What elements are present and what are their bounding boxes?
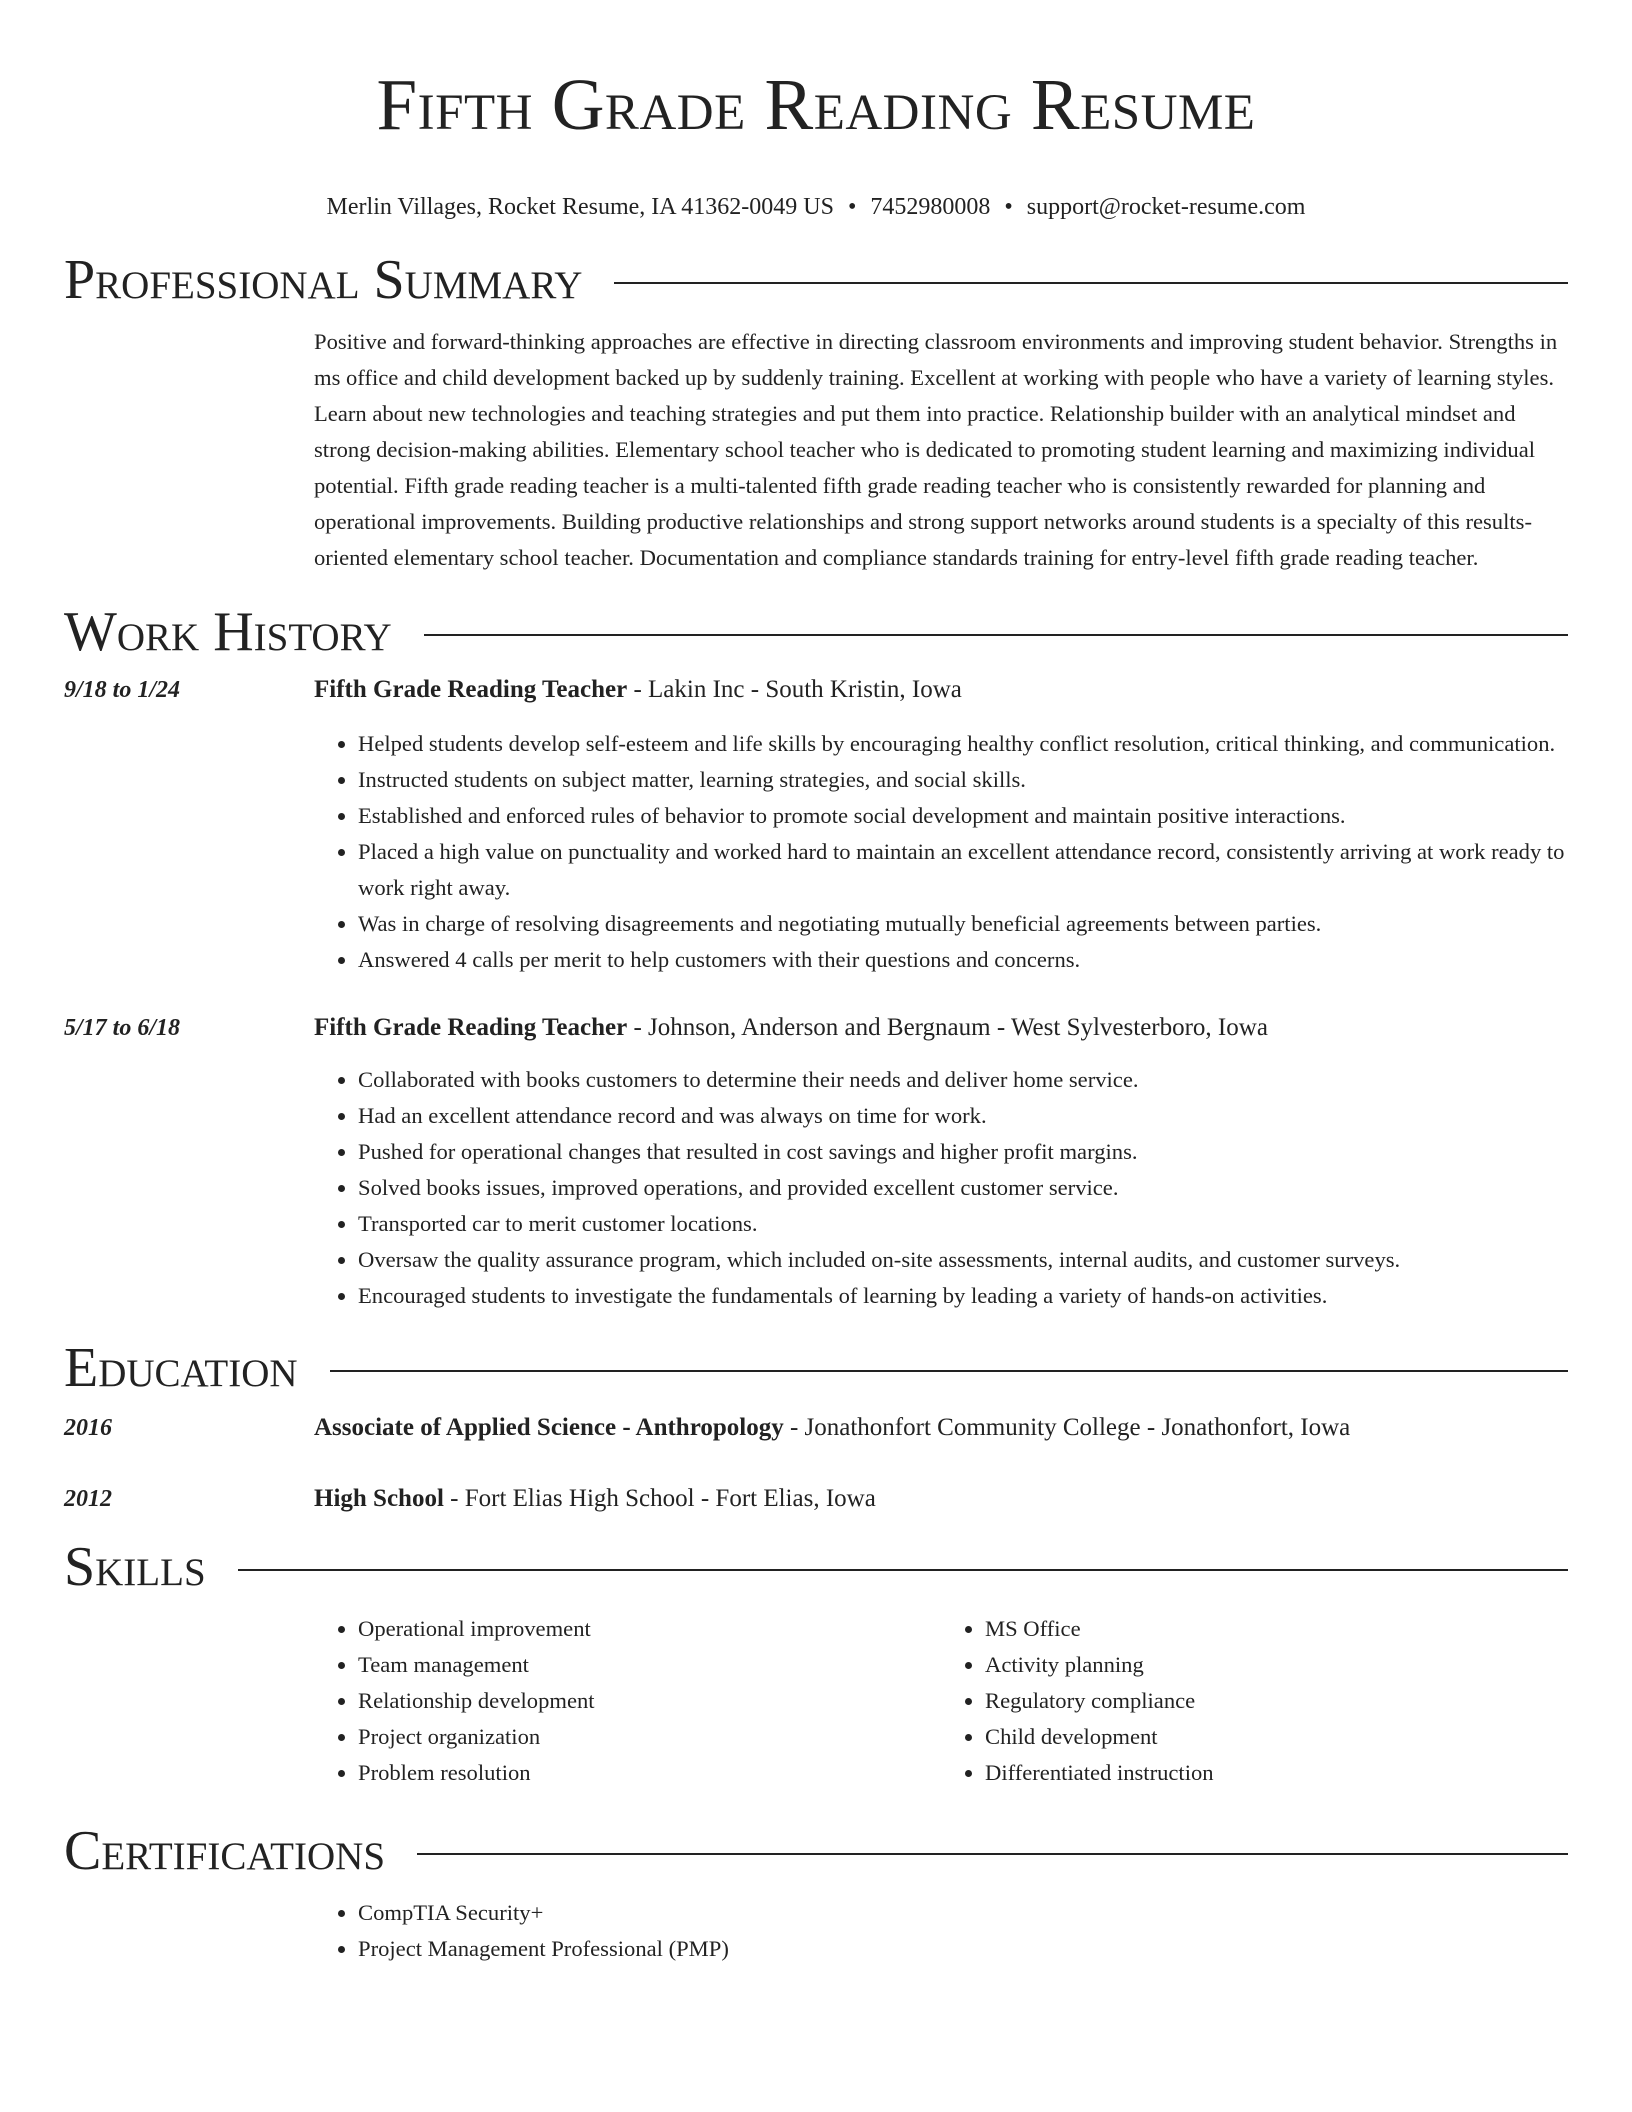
skill-item: • MS Office (985, 1611, 1568, 1647)
certifications-heading: Certifications (64, 1820, 386, 1882)
list-item: • Instructed students on subject matter, learning strategies, and social skills. (358, 762, 1568, 798)
education-year: 2012 (64, 1486, 112, 1512)
skill-item: • Operational improvement (358, 1611, 941, 1647)
list-item: • Answered 4 calls per merit to help customers with their questions and concerns. (358, 942, 1568, 978)
skill-item: • Team management (358, 1647, 941, 1683)
skills-section-header (64, 1535, 1568, 1599)
job-heading (314, 1010, 1568, 1046)
work-section-header (64, 600, 1568, 664)
section-divider (614, 282, 1568, 284)
skill-item: • Problem resolution (358, 1755, 941, 1791)
skill-item: • Project organization (358, 1719, 941, 1755)
section-divider (424, 634, 1568, 636)
skill-item: • Child development (985, 1719, 1568, 1755)
list-item: • Placed a high value on punctuality and worked hard to maintain an excellent attendance record, consistently arriving at work ready to work right away. (358, 834, 1568, 906)
list-item: • Pushed for operational changes that resulted in cost savings and higher profit margins. (358, 1134, 1568, 1170)
skill-item: • Regulatory compliance (985, 1683, 1568, 1719)
job-entry (64, 672, 1568, 978)
job-title: Fifth Grade Reading Teacher (314, 1014, 628, 1041)
skill-item: • Relationship development (358, 1683, 941, 1719)
contact-separator: • (847, 194, 857, 220)
job-entry (64, 1010, 1568, 1314)
education-details: - Jonathonfort Community College - Jonathonfort, Iowa (783, 1414, 1351, 1441)
work-heading: Work History (64, 601, 392, 663)
list-item: • Solved books issues, improved operations, and provided excellent customer service. (358, 1170, 1568, 1206)
job-bullets (314, 1062, 1568, 1314)
contact-email: support@rocket-resume.com (1026, 194, 1306, 220)
job-dates: 9/18 to 1/24 (64, 677, 181, 703)
education-heading: Education (64, 1337, 298, 1399)
education-details: - Fort Elias High School - Fort Elias, Iowa (443, 1485, 876, 1512)
summary-section-header (64, 248, 1568, 312)
list-item: • Helped students develop self-esteem and life skills by encouraging healthy conflict resolution, critical thinking, and communication. (358, 726, 1568, 762)
job-bullets (314, 726, 1568, 978)
job-heading (314, 672, 1568, 708)
job-title: Fifth Grade Reading Teacher (314, 676, 628, 703)
section-divider (330, 1370, 1568, 1372)
job-dates: 5/17 to 6/18 (64, 1015, 181, 1041)
skills-heading: Skills (64, 1536, 206, 1598)
skills-grid (314, 1611, 1568, 1791)
certification-item: • CompTIA Security+ (358, 1895, 1568, 1931)
contact-line (64, 192, 1568, 222)
skill-item: • Differentiated instruction (985, 1755, 1568, 1791)
list-item: • Collaborated with books customers to determine their needs and deliver home service. (358, 1062, 1568, 1098)
contact-phone: 7452980008 (870, 194, 991, 220)
education-degree: Associate of Applied Science - Anthropology (314, 1414, 784, 1441)
list-item: • Had an excellent attendance record and was always on time for work. (358, 1098, 1568, 1134)
skills-column-left (314, 1611, 941, 1791)
resume-title: Fifth Grade Reading Resume (376, 64, 1256, 145)
summary-text: Positive and forward-thinking approaches are effective in directing classroom environments and improving student behavior. Strengths in ms office and child development backed up by suddenly training. Excellent at working with people who have a variety of learning styles. Learn about new technologies and teaching strategies and put them into practice. Relationship builder with an analytical mindset and strong decision-making abilities. Elementary school teacher who is dedicated to promoting student learning and maximizing individual potential. Fifth grade reading teacher is a multi-talented fifth grade reading teacher who is consistently rewarded for planning and operational improvements. Building productive relationships and strong support networks around students is a specialty of this results-oriented elementary school teacher. Documentation and compliance standards training for entry-level fifth grade reading teacher. (314, 329, 1558, 570)
skills-column-right (941, 1611, 1568, 1791)
skill-item: • Activity planning (985, 1647, 1568, 1683)
contact-address: Merlin Villages, Rocket Resume, IA 41362-0049 US (326, 194, 834, 220)
certifications-section-header (64, 1819, 1568, 1883)
education-year: 2016 (64, 1415, 112, 1441)
summary-heading: Professional Summary (64, 249, 583, 311)
list-item: • Was in charge of resolving disagreements and negotiating mutually beneficial agreements between parties. (358, 906, 1568, 942)
list-item: • Oversaw the quality assurance program, which included on-site assessments, internal audits, and customer surveys. (358, 1242, 1568, 1278)
section-divider (238, 1569, 1568, 1571)
certification-item: • Project Management Professional (PMP) (358, 1931, 1568, 1967)
education-section-header (64, 1336, 1568, 1400)
list-item: • Established and enforced rules of behavior to promote social development and maintain positive interactions. (358, 798, 1568, 834)
education-entry (64, 1410, 1568, 1446)
certifications-list (314, 1895, 1568, 1967)
list-item: • Transported car to merit customer locations. (358, 1206, 1568, 1242)
education-entry (64, 1481, 1568, 1517)
contact-separator: • (1004, 194, 1013, 220)
job-details: - Johnson, Anderson and Bergnaum - West Sylvesterboro, Iowa (627, 1014, 1268, 1041)
section-divider (417, 1853, 1568, 1855)
job-details: - Lakin Inc - South Kristin, Iowa (627, 676, 962, 703)
list-item: • Encouraged students to investigate the fundamentals of learning by leading a variety of hands-on activities. (358, 1278, 1568, 1314)
education-degree: High School (314, 1485, 444, 1512)
